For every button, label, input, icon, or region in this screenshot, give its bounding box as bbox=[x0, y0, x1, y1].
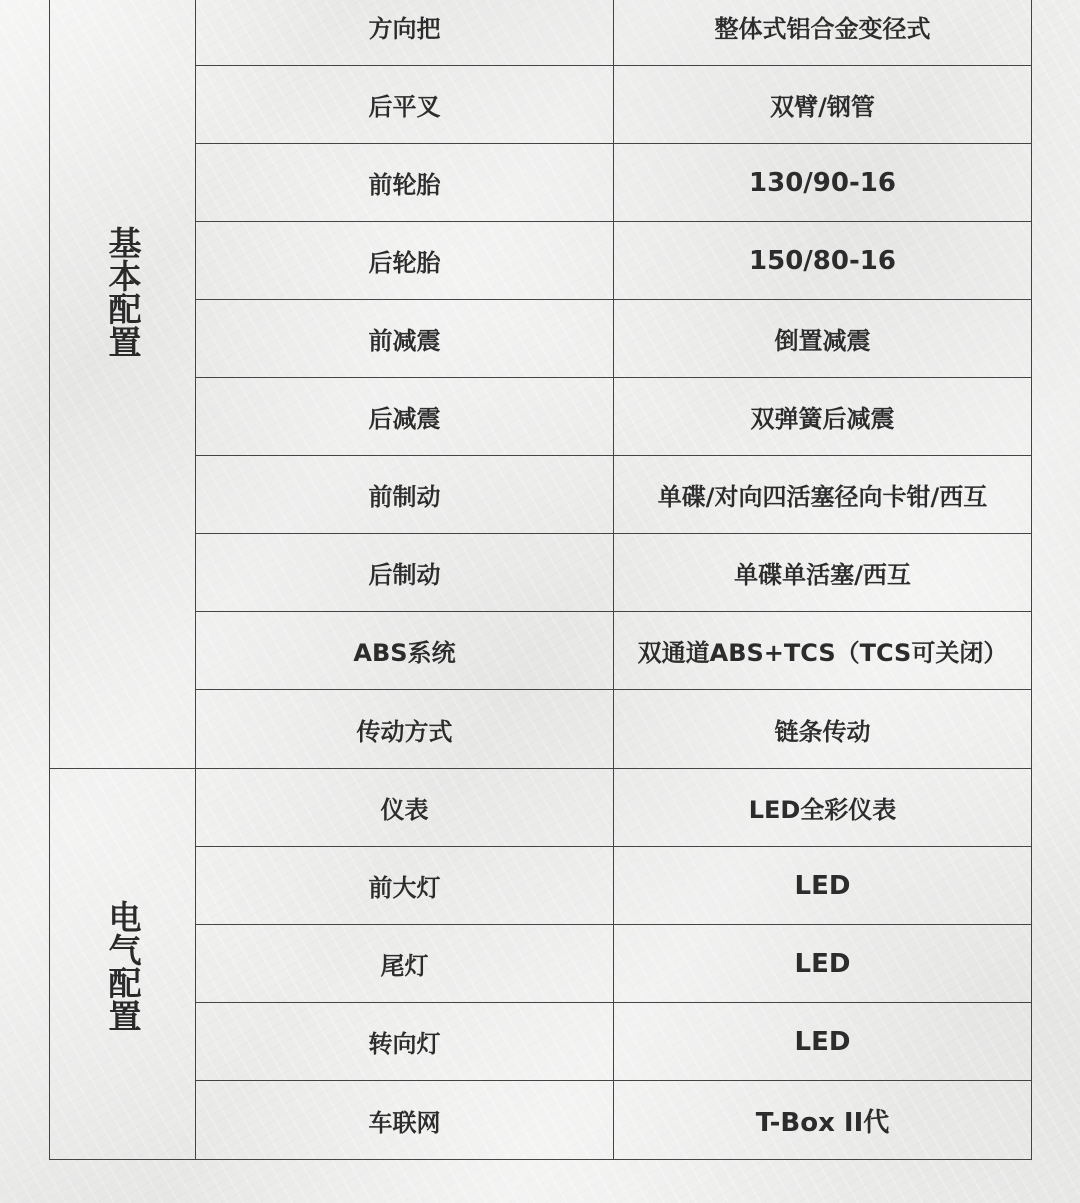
spec-table bbox=[49, 0, 1032, 1160]
spec-name: 传动方式 bbox=[196, 690, 614, 768]
spec-name: 方向把 bbox=[196, 0, 614, 65]
group-electrical-config bbox=[49, 768, 1032, 1160]
group-label-cell bbox=[50, 0, 196, 768]
table-row bbox=[196, 66, 1031, 144]
table-row bbox=[196, 769, 1031, 847]
spec-name: 车联网 bbox=[196, 1081, 614, 1159]
spec-name: 后轮胎 bbox=[196, 222, 614, 299]
table-row bbox=[196, 0, 1031, 66]
spec-name: 仪表 bbox=[196, 769, 614, 846]
spec-name: 后平叉 bbox=[196, 66, 614, 143]
spec-value: 130/90-16 bbox=[749, 167, 896, 198]
table-row bbox=[196, 378, 1031, 456]
spec-value: 整体式铝合金变径式 bbox=[714, 15, 931, 43]
spec-name: 前制动 bbox=[196, 456, 614, 533]
spec-name: 前减震 bbox=[196, 300, 614, 377]
spec-value: LED bbox=[794, 948, 851, 979]
table-row bbox=[196, 690, 1031, 768]
group-label: 电气配置 bbox=[103, 900, 143, 1032]
spec-value: LED bbox=[794, 870, 851, 901]
spec-value: 链条传动 bbox=[774, 717, 871, 746]
group-basic-config bbox=[49, 0, 1032, 768]
table-row bbox=[196, 300, 1031, 378]
group-rows bbox=[196, 0, 1031, 768]
table-row bbox=[196, 1003, 1031, 1081]
table-row bbox=[196, 925, 1031, 1003]
spec-name: 尾灯 bbox=[196, 925, 614, 1002]
table-row bbox=[196, 144, 1031, 222]
table-row bbox=[196, 456, 1031, 534]
spec-value: 双通道ABS+TCS（TCS可关闭） bbox=[637, 639, 1008, 667]
spec-value: 双臂/钢管 bbox=[770, 93, 875, 121]
spec-name: 后制动 bbox=[196, 534, 614, 611]
table-row bbox=[196, 612, 1031, 690]
spec-name: 前轮胎 bbox=[196, 144, 614, 221]
spec-value: 150/80-16 bbox=[749, 245, 896, 276]
group-label-cell bbox=[50, 769, 196, 1159]
spec-value: 单碟单活塞/西互 bbox=[734, 561, 911, 589]
table-row bbox=[196, 222, 1031, 300]
group-label: 基本配置 bbox=[103, 226, 143, 358]
spec-value: 双弹簧后减震 bbox=[750, 405, 895, 433]
spec-name: 转向灯 bbox=[196, 1003, 614, 1080]
spec-value: LED全彩仪表 bbox=[748, 796, 897, 824]
spec-value: 倒置减震 bbox=[774, 327, 871, 355]
spec-name: ABS系统 bbox=[196, 612, 614, 689]
table-row bbox=[196, 534, 1031, 612]
spec-value: LED bbox=[794, 1026, 851, 1057]
spec-name: 后减震 bbox=[196, 378, 614, 455]
spec-name: 前大灯 bbox=[196, 847, 614, 924]
spec-value: 单碟/对向四活塞径向卡钳/西互 bbox=[657, 483, 988, 511]
table-row bbox=[196, 847, 1031, 925]
group-rows bbox=[196, 769, 1031, 1159]
table-row bbox=[196, 1081, 1031, 1159]
spec-value: T-Box II代 bbox=[755, 1107, 890, 1138]
